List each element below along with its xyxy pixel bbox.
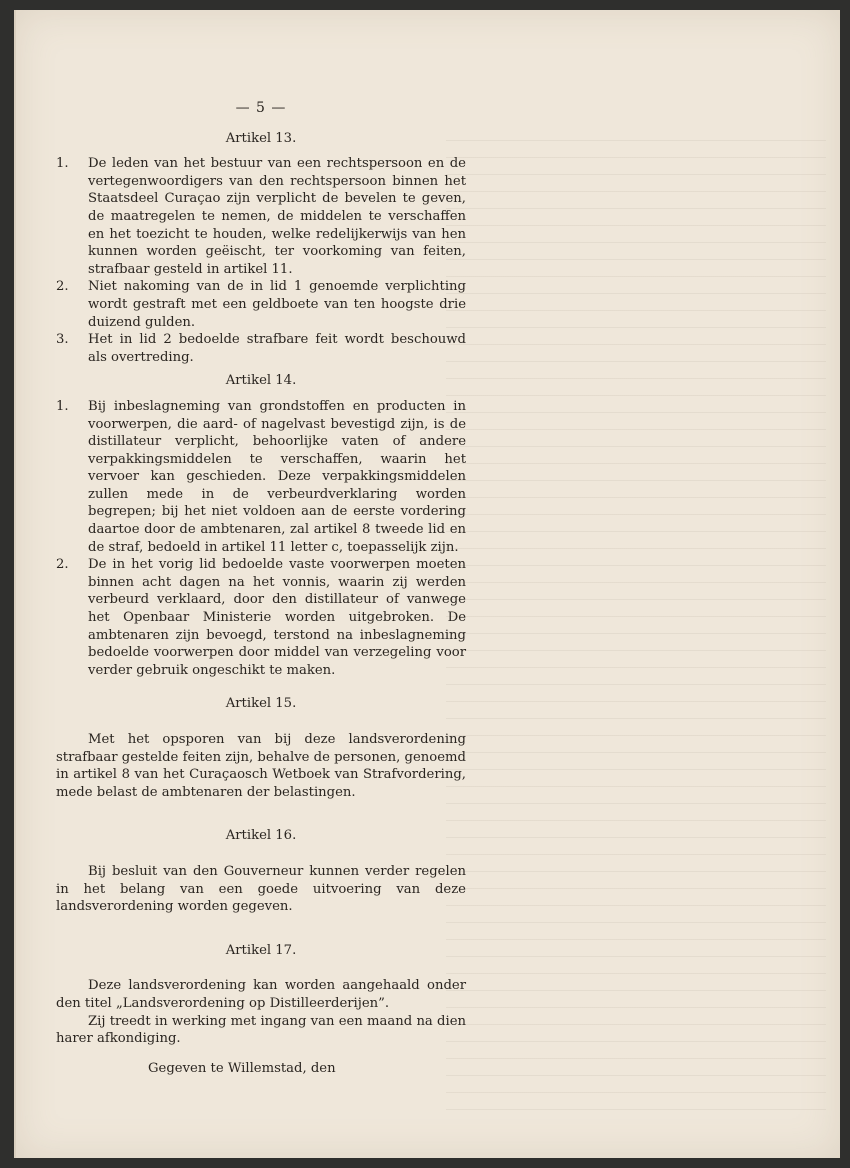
- lid-text: Het in lid 2 bedoelde strafbare feit wordt beschouwd als overtreding.: [88, 332, 466, 365]
- artikel-13-title: Artikel 13.: [225, 130, 297, 146]
- show-through-background: [446, 140, 826, 1120]
- artikel-13-lid-3: [56, 331, 466, 366]
- lid-text: Niet nakoming van de in lid 1 genoemde verplichting wordt gestraft met een geldboete van ten hoogste drie duizend gulden.: [88, 279, 466, 330]
- lid-text: De in het vorig lid bedoelde vaste voorwerpen moeten binnen acht dagen na het vonnis, waarin zij werden verbeurd verklaard, door den distillateur of vanwege het Openbaar Ministerie worden uitgebroken. De ambtenaren zijn bevoegd, terstond na inbeslagneming bedoelde voorwerpen door middel van verzegeling voor verder gebruik ongeschikt te maken.: [88, 557, 466, 678]
- document-body: [56, 100, 466, 1077]
- artikel-17-text-2: Zij treedt in werking met ingang van een maand na dien harer afkondiging.: [56, 1013, 466, 1047]
- artikel-17-text-1: Deze landsverordening kan worden aangehaald onder den titel „Landsverordening op Distilleerderijen”.: [56, 978, 466, 1011]
- lid-number: 2.: [56, 557, 69, 573]
- artikel-13-lid-2: [56, 278, 466, 331]
- artikel-16-text: Bij besluit van den Gouverneur kunnen verder regelen in het belang van een goede uitvoering van deze landsverordening worden gegeven.: [56, 863, 466, 915]
- artikel-14-lid-1: [56, 398, 466, 556]
- lid-number: 1.: [56, 398, 69, 414]
- lid-number: 3.: [56, 332, 69, 348]
- page-number: — 5 —: [235, 100, 287, 116]
- lid-text: Bij inbeslagneming van grondstoffen en producten in voorwerpen, die aard- of nagelvast bevestigd zijn, is de distillateur verplicht, behoorlijke vaten of andere verpakkingsmiddelen te verschaffen, waarin het vervoer kan geschieden. Deze verpakkingsmiddelen zullen mede in de verbeurdverklaring worden begrepen; bij het niet voldoen aan de eerste vordering daartoe door de ambtenaren, zal artikel 8 tweede lid en de straf, bedoeld in artikel 11 letter c, toepasselijk zijn.: [88, 398, 466, 555]
- signoff-line: Gegeven te Willemstad, den: [148, 1060, 336, 1076]
- lid-text: De leden van het bestuur van een rechtspersoon en de vertegenwoordigers van den rechtspersoon binnen het Staatsdeel Curaçao zijn verplicht de bevelen te geven, de maatregelen te nemen, de middelen te verschaffen en het toezicht te houden, welke redelijkerwijs van hen kunnen worden geëischt, ter voorkoming van feiten, strafbaar gesteld in artikel 11.: [88, 156, 466, 277]
- artikel-14-title: Artikel 14.: [225, 373, 297, 389]
- artikel-17-title: Artikel 17.: [225, 942, 297, 958]
- document-page: [14, 10, 840, 1158]
- artikel-13-lid-1: [56, 155, 466, 278]
- artikel-15-text: Met het opsporen van bij deze landsverordening strafbaar gestelde feiten zijn, behalve de personen, genoemd in artikel 8 van het Curaçaosch Wetboek van Strafvordering, mede belast de ambtenaren der belastingen.: [56, 732, 466, 800]
- lid-number: 2.: [56, 279, 69, 295]
- artikel-16-title: Artikel 16.: [225, 828, 297, 844]
- lid-number: 1.: [56, 156, 69, 172]
- artikel-14-lid-2: [56, 556, 466, 679]
- artikel-15-title: Artikel 15.: [225, 696, 297, 712]
